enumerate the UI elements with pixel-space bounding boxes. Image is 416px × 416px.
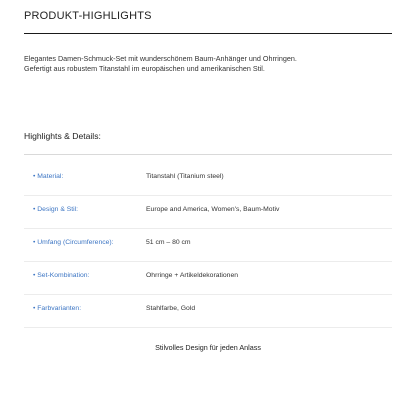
detail-label: • Farbvarianten: — [33, 305, 82, 312]
detail-value: Stahlfarbe, Gold — [146, 305, 196, 312]
detail-row-design — [24, 195, 392, 229]
intro-paragraph — [24, 54, 394, 74]
footer-tagline: Stilvolles Design für jeden Anlass — [155, 343, 261, 352]
detail-label: • Umfang (Circumference): — [33, 239, 114, 246]
detail-label: • Set-Kombination: — [33, 272, 90, 279]
detail-value: Titanstahl (Titanium steel) — [146, 173, 224, 180]
detail-label: • Material: — [33, 173, 64, 180]
detail-row-set — [24, 261, 392, 295]
detail-row-circumference — [24, 228, 392, 262]
detail-row-material — [24, 162, 392, 196]
heading-divider — [24, 33, 392, 34]
details-divider — [24, 154, 392, 155]
intro-line-1: Elegantes Damen-Schmuck-Set mit wunderschönem Baum-Anhänger und Ohrringen. — [24, 54, 297, 63]
detail-value: Ohrringe + Artikeldekorationen — [146, 272, 239, 279]
detail-value: Europe and America, Women's, Baum-Motiv — [146, 206, 280, 213]
intro-line-2: Gefertigt aus robustem Titanstahl im europäischen und amerikanischen Stil. — [24, 64, 265, 73]
detail-row-colors — [24, 294, 392, 328]
detail-label: • Design & Stil: — [33, 206, 79, 213]
details-title: Highlights & Details: — [24, 131, 101, 141]
section-heading: PRODUKT-HIGHLIGHTS — [24, 10, 152, 22]
detail-value: 51 cm – 80 cm — [146, 239, 191, 246]
